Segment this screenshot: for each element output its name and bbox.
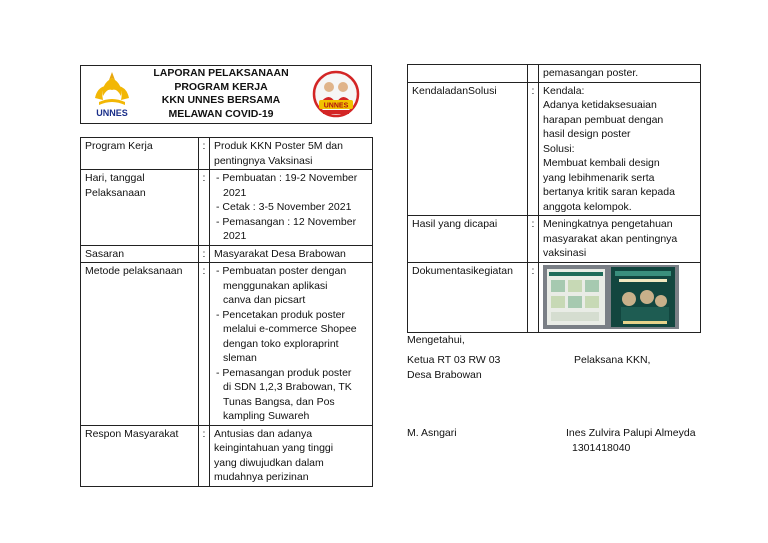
right-signer-role: Pelaksana KKN, xyxy=(574,354,651,366)
colon: : xyxy=(199,425,210,486)
colon: : xyxy=(199,170,210,246)
label-respon: Respon Masyarakat xyxy=(81,425,199,486)
row-continuation xyxy=(408,65,701,83)
left-signer-name: M. Asngari xyxy=(407,427,457,439)
left-signer-role: Ketua RT 03 RW 03 Desa Brabowan xyxy=(407,354,501,381)
list-item: - Cetak : 3-5 November 2021 xyxy=(214,200,368,215)
list-item: - Pencetakan produk poster melalui e-commerce Shopee dengan toko exploraprint sleman xyxy=(214,308,368,366)
list-item: - Pemasangan : 12 November 2021 xyxy=(214,215,368,244)
right-signer-name: Ines Zulvira Palupi Almeyda 1301418040 xyxy=(566,427,696,454)
value-program-kerja: Produk KKN Poster 5M dan pentingnya Vaksinasi xyxy=(210,138,373,170)
report-title: LAPORAN PELAKSANAAN PROGRAM KERJA KKN UNNES BERSAMA MELAWAN COVID-19 xyxy=(153,67,289,120)
colon: : xyxy=(528,216,539,263)
label-hasil: Hasil yang dicapai xyxy=(408,216,528,263)
program-table-continued xyxy=(407,64,701,333)
label-dokumentasi: Dokumentasikegiatan xyxy=(408,262,528,332)
row-sasaran xyxy=(81,245,373,263)
value-dokumentasi xyxy=(539,262,701,332)
list-item: - Pembuatan : 19-2 November 2021 xyxy=(214,171,368,200)
row-program-kerja xyxy=(81,138,373,170)
unnes-logo-icon xyxy=(91,68,133,122)
label-hari-tanggal: Hari, tanggal Pelaksanaan xyxy=(81,170,199,246)
value-hari-tanggal xyxy=(210,170,373,246)
row-respon xyxy=(81,425,373,486)
documentation-photo xyxy=(543,265,679,329)
row-hari-tanggal xyxy=(81,170,373,246)
colon: : xyxy=(528,82,539,216)
colon: : xyxy=(528,262,539,332)
value-metode xyxy=(210,263,373,426)
label-metode: Metode pelaksanaan xyxy=(81,263,199,426)
value-continuation: pemasangan poster. xyxy=(539,65,701,83)
svg-text:UNNES: UNNES xyxy=(323,102,349,110)
row-metode xyxy=(81,263,373,426)
row-kendala xyxy=(408,82,701,216)
value-hasil: Meningkatnya pengetahuan masyarakat akan pentingnya vaksinasi xyxy=(539,216,701,263)
label-program-kerja: Program Kerja xyxy=(81,138,199,170)
colon: : xyxy=(199,263,210,426)
colon: : xyxy=(199,245,210,263)
list-item: - Pembuatan poster dengan menggunakan aplikasi canva dan picsart xyxy=(214,264,368,308)
row-hasil xyxy=(408,216,701,263)
program-table xyxy=(80,137,373,487)
value-kendala: Kendala: Adanya ketidaksesuaian harapan pembuat dengan hasil design poster Solusi: Membuat kembali design yang lebihmenarik serta bertanya kritik saran kepada anggota kelompok. xyxy=(539,82,701,216)
report-header xyxy=(80,65,372,124)
list-item: - Pemasangan produk poster di SDN 1,2,3 Brabowan, TK Tunas Bangsa, dan Pos kampling Suwareh xyxy=(214,366,368,424)
label-sasaran: Sasaran xyxy=(81,245,199,263)
colon: : xyxy=(199,138,210,170)
kkn-covid-logo-icon xyxy=(307,70,365,120)
row-dokumentasi xyxy=(408,262,701,332)
mengetahui-label: Mengetahui, xyxy=(407,334,465,346)
svg-text:UNNES: UNNES xyxy=(96,108,128,118)
value-respon: Antusias dan adanya keingintahuan yang tinggi yang diwujudkan dalam mudahnya perizinan xyxy=(210,425,373,486)
label-kendala: KendaladanSolusi xyxy=(408,82,528,216)
value-sasaran: Masyarakat Desa Brabowan xyxy=(210,245,373,263)
